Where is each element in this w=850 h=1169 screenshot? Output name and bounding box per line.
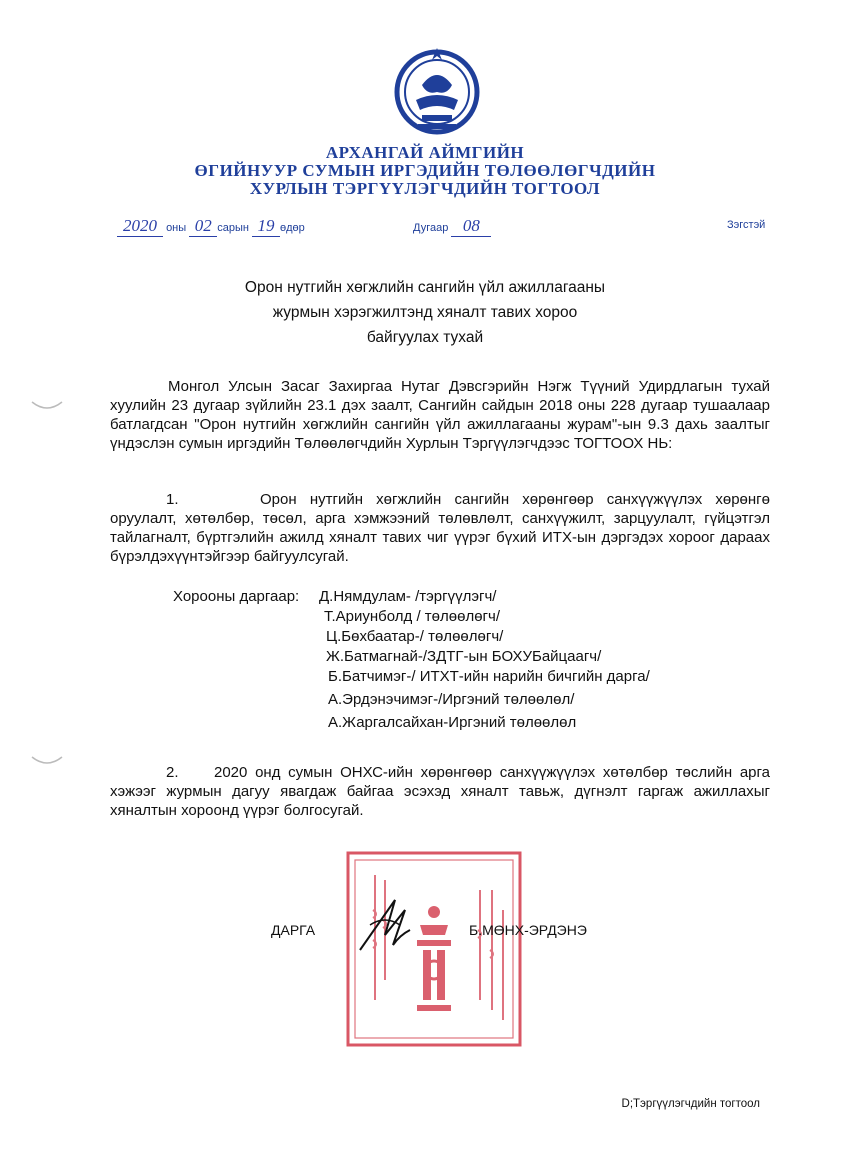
header-line-1: АРХАНГАЙ АЙМГИЙН <box>325 143 525 162</box>
header-line-2: ӨГИЙНУУР СУМЫН ИРГЭДИЙН ТӨЛӨӨЛӨГЧДИЙН <box>194 161 656 180</box>
state-emblem-icon <box>392 40 482 140</box>
signature-scribble-icon <box>355 895 415 955</box>
member-3: Ц.Бөхбаатар-/ төлөөлөгч/ <box>326 628 504 645</box>
member-6: А.Эрдэнэчимэг-/Иргэний төлөөлөл/ <box>328 691 575 708</box>
punch-hole-mark-icon <box>30 755 64 769</box>
title-line-2: журмын хэрэгжилтэнд хяналт тавих хороо <box>272 304 578 321</box>
signatory-name: Б.МӨНХ-ЭРДЭНЭ <box>469 922 587 938</box>
item-2-number: 2. <box>166 764 179 781</box>
footer-file-path: D;Тэргүүлэгчдийн тогтоол <box>621 1098 760 1110</box>
punch-hole-mark-icon <box>30 400 64 414</box>
month-label: сарын <box>217 222 249 234</box>
day-value: 19 <box>252 216 280 237</box>
number-label: Дугаар <box>413 222 449 234</box>
member-4: Ж.Батмагнай-/ЗДТГ-ын БОХУБайцаагч/ <box>326 648 602 665</box>
number-line <box>413 216 491 237</box>
year-value: 2020 <box>117 216 163 237</box>
item-1 <box>110 490 770 566</box>
item-1-number: 1. <box>166 491 179 508</box>
day-label: өдөр <box>280 222 305 234</box>
intro-text: Монгол Улсын Засаг Захиргаа Нутаг Дэвсгэрийн Нэгж Түүний Удирдлагын тухай хуулийн 23 дугаар зүйлийн 23.1 дэх заалт, Сангийн сайдын 2018 оны 228 дугаар тушаалаар батлагдсан "Орон нутгийн хөгжлийн сангийн үйл ажиллагааны журам"-ын 9.3 дахь заалтыг үндэслэн сумын иргэдийн Төлөөлөгчдийн Хурлын Тэргүүлэгчдээс ТОГТООХ НЬ: <box>110 378 770 452</box>
intro-paragraph <box>110 377 770 453</box>
signatory-title: ДАРГА <box>271 922 316 938</box>
member-1: Д.Нямдулам- /тэргүүлэгч/ <box>319 588 497 605</box>
member-7: А.Жаргалсайхан-Иргэний төлөөлөл <box>328 714 577 731</box>
place-name: Зэгстэй <box>727 219 766 231</box>
member-5: Б.Батчимэг-/ ИТХТ-ийн нарийн бичгийн дарга/ <box>328 668 650 685</box>
header-line-3: ХУРЛЫН ТЭРГҮҮЛЭГЧДИЙН ТОГТООЛ <box>249 179 601 198</box>
member-2: Т.Ариунболд / төлөөлөгч/ <box>324 608 500 625</box>
month-value: 02 <box>189 216 217 237</box>
title-line-3: байгуулах тухай <box>366 329 484 346</box>
title-line-1: Орон нутгийн хөгжлийн сангийн үйл ажиллагааны <box>244 279 606 296</box>
number-value: 08 <box>451 216 491 237</box>
item-2-text: 2020 онд сумын ОНХС-ийн хөрөнгөөр санхүүжүүлэх хөтөлбөр төслийн арга хэжээг журмын дагуу явагдаж байгаа эсэхэд хяналт тавьж, дүгнэлт гаргаж ажиллахыг хяналтын хороонд үүрэг болгосугай. <box>110 764 770 819</box>
date-line <box>117 216 305 237</box>
year-label: оны <box>166 222 187 234</box>
item-2 <box>110 763 770 820</box>
committee-label: Хорооны даргаар: <box>173 588 300 605</box>
item-1-text: Орон нутгийн хөгжлийн сангийн хөрөнгөөр санхүүжүүлэх хөрөнгө оруулалт, хөтөлбөр, төсөл, арга хэмжээний төлөвлөлт, санхүүжилт, зарцуулалт, гүйцэтгэл тайлагналт, бүртгэлийн ажилд хяналт тавих чиг үүрэг бүхий ИТХ-ын дэргэдэх хороог дараах бүрэлдэхүүнтэйгээр байгуулсугай. <box>110 491 770 565</box>
